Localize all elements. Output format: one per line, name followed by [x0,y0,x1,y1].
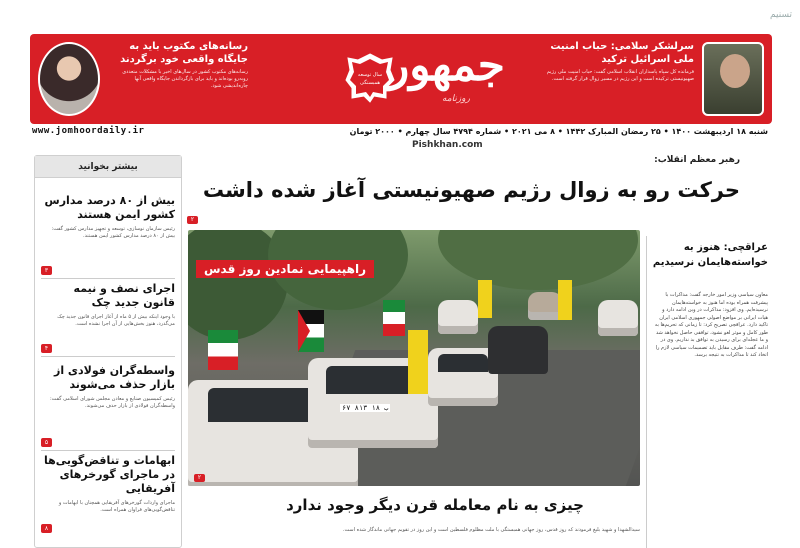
sidebar-story-body: با وجود اینکه بیش از ۵ ماه از آغاز اجرای قانون جدید چک می‌گذرد، هنوز بخش‌هایی از آن اجرا نشده است. [57,314,175,327]
header-left-story[interactable] [108,40,248,90]
iran-flag [383,300,405,336]
page-number-badge: ۲ [187,216,198,224]
sidebar-story-title: اجرای نصف و نیمه قانون جدید چک [73,282,175,309]
page-number-badge: ۵ [41,438,52,447]
header-right-story[interactable] [544,40,694,83]
right-column-body: معاون سیاسی وزیر امور خارجه گفت: مذاکرات با پیشرفت همراه بوده اما هنوز به خواسته‌هایمان نرسیده‌ایم. وی افزود: مذاکرات در وین ادامه دارد و هیات ایرانی بر مواضع اصولی جمهوری اسلامی ایران تاکید دارد. عراقچی تصریح کرد: تا زمانی که تحریم‌ها به طور کامل و موثر لغو نشود، توافقی حاصل نخواهد شد و ما عجله‌ای برای رسیدن به توافق بد نداریم. وی در ادامه گفت: طرف مقابل باید تصمیمات سیاسی لازم را اتخاذ کند تا مذاکرات به نتیجه برسد. [654,292,768,358]
source-watermark: Pishkhan.com [412,140,483,150]
page-number-badge: ۳ [41,266,52,275]
sidebar-story-body: رئیس سازمان نوسازی، توسعه و تجهیز مدارس کشور گفت: بیش از ۸۰ درصد مدارس کشور ایمن هستند. [51,226,175,239]
license-plate: ۶۷ ۸۱۳ ب ۱۸ [342,404,389,412]
column-divider [646,236,647,548]
sidebar-story-3[interactable] [35,364,181,410]
header-left-body: رسانه‌های مکتوب کشور در سال‌های اخیر با مشکلات متعددی روبه‌رو بوده‌اند و باید برای بازگرداندن جایگاه واقعی آنها چاره‌اندیشی شود. [122,69,248,89]
right-column-title[interactable]: عراقچی: هنوز به خواسته‌هایمان نرسیدیم [652,242,768,268]
car [598,300,638,336]
sidebar-story-title: ابهامات و تناقض‌گویی‌ها در ماجرای گورخرهای آفریقایی [43,454,175,495]
sidebar-story-1[interactable] [35,194,181,240]
photo-caption: راهپیمایی نمادین روز قدس [196,260,374,278]
yellow-banner [558,280,572,320]
spokesperson-photo [38,42,100,116]
watermark: تسنیم [770,10,792,20]
masthead-banner [30,34,772,124]
sidebar-story-title: واسطه‌گران فولادی از بازار حذف می‌شوند [54,364,175,391]
newspaper-subtitle: روزنامه [442,94,470,104]
divider [41,450,175,451]
divider [41,356,175,357]
masthead-logo [292,34,510,124]
header-right-title: سرلشکر سلامی: حباب امنیت ملی اسرائیل ترکید [550,41,694,65]
yellow-banner [478,280,492,318]
sidebar-story-2[interactable] [35,282,181,328]
divider [41,278,175,279]
yellow-banner [408,330,428,394]
svg-text:سال توسعه: سال توسعه [357,72,383,78]
commander-photo [702,42,764,116]
sidebar-story-body: ماجرای واردات گورخرهای آفریقایی همچنان با ابهامات و تناقض‌گویی‌های فراوان همراه است. [58,500,175,513]
site-url-link[interactable]: www.jomhoordaily.ir [32,126,145,136]
read-more-sidebar [34,155,182,548]
car [528,292,562,320]
svg-text:همبستگی: همبستگی [360,80,380,86]
header-right-body: فرمانده کل سپاه پاسداران انقلاب اسلامی گفت: حباب امنیت ملی رژیم صهیونیستی ترکیده است و این رژیم در مسیر زوال قرار گرفته است. [546,69,694,82]
date-bar [30,126,772,140]
issue-date: شنبه ۱۸ اردیبهشت ۱۴۰۰ • ۲۵ رمضان المبارک ۱۴۴۲ • ۸ می ۲۰۲۱ • شماره ۴۷۹۴ سال چهارم • ۲۰۰۰ تومان [349,127,768,136]
main-headline[interactable]: حرکت رو به زوال رژیم صهیونیستی آغاز شده داشت [202,178,740,202]
sidebar-story-4[interactable] [35,454,181,514]
bottom-story-body: سیدالشهدا و شهید بلیغ فرمودند که روز قدس، روز جهانی همبستگی با ملت مظلوم فلسطین است و این روز در تقویم جهانی ماندگار شده است. [342,527,640,533]
sidebar-story-body: رئیس کمیسیون صنایع و معادن مجلس شورای اسلامی گفت: واسطه‌گران فولادی از بازار حذف می‌شوند. [49,396,175,409]
lead-photo[interactable] [188,230,640,486]
headline-kicker: رهبر معظم انقلاب: [654,155,740,165]
sidebar-heading: بیشتر بخوانید [35,156,181,178]
sidebar-story-title: بیش از ۸۰ درصد مدارس کشور ایمن هستند [44,194,175,221]
tree [438,230,638,290]
page-number-badge: ۸ [41,524,52,533]
newspaper-name: جمهور [388,40,505,91]
car [438,300,478,334]
car [488,326,548,374]
secondary-headline[interactable]: چیزی به نام معامله قرن دیگر وجود ندارد [286,496,584,514]
page-number-badge: ۲ [194,474,205,482]
iran-flag [208,330,238,370]
page-number-badge: ۴ [41,344,52,353]
header-left-title: رسانه‌های مکتوب باید به جایگاه واقعی خود برگردند [120,41,248,65]
